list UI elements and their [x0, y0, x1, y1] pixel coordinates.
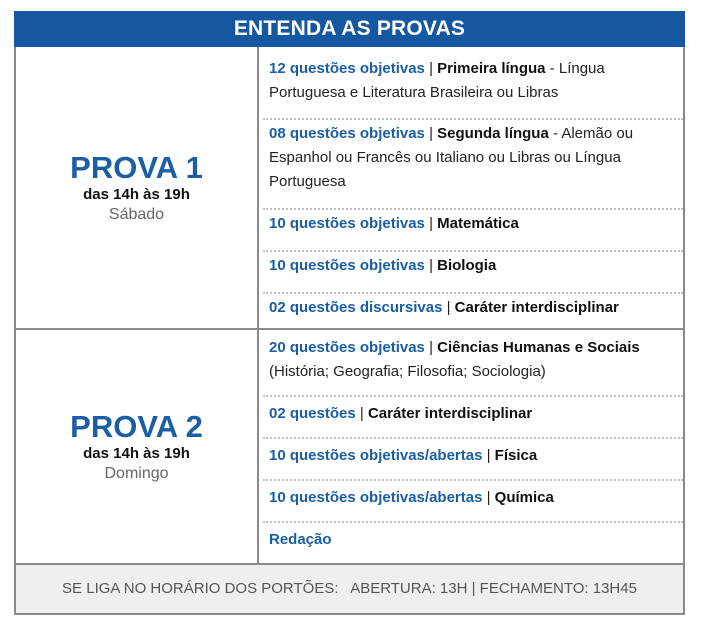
- item-subject: Primeira língua: [437, 60, 546, 77]
- exam-info-card: [14, 11, 685, 615]
- item-separator: |: [442, 299, 455, 316]
- list-item: [269, 212, 675, 236]
- list-item: [269, 402, 675, 426]
- prova-1-title: PROVA 1: [70, 149, 203, 185]
- prova-1-section: [16, 47, 683, 330]
- item-subject: Segunda língua: [437, 125, 549, 142]
- item-subject: Física: [494, 447, 538, 464]
- item-question-count: 02 questões: [269, 405, 356, 422]
- card-header: ENTENDA AS PROVAS: [14, 11, 685, 47]
- prova-1-time: das 14h às 19h: [83, 185, 190, 203]
- prova-2-title: PROVA 2: [70, 408, 203, 444]
- footer-label: SE LIGA NO HORÁRIO DOS PORTÕES:: [62, 580, 339, 597]
- item-question-count: 10 questões objetivas: [269, 215, 425, 232]
- prova-1-day: Sábado: [108, 205, 165, 223]
- prova-2-time: das 14h às 19h: [83, 444, 190, 462]
- prova-2-items: [259, 330, 683, 563]
- item-question-count: 12 questões objetivas: [269, 60, 425, 77]
- gate-times-footer: [14, 565, 685, 615]
- list-item: [269, 336, 675, 384]
- item-subject: Química: [494, 489, 554, 506]
- item-separator: |: [424, 125, 438, 142]
- divider: [263, 292, 683, 294]
- item-subject: Ciências Humanas e Sociais: [437, 339, 640, 356]
- item-subject: Caráter interdisciplinar: [454, 299, 619, 316]
- item-separator: |: [355, 405, 368, 422]
- prova-2-day: Domingo: [104, 464, 169, 482]
- item-question-count: 10 questões objetivas/abertas: [269, 489, 483, 506]
- item-separator: |: [424, 339, 438, 356]
- item-subject: Matemática: [437, 215, 519, 232]
- item-subject: Biologia: [437, 257, 497, 274]
- list-item: [269, 254, 675, 278]
- prova-2-info: [16, 330, 259, 563]
- divider: [263, 118, 683, 120]
- divider: [263, 437, 683, 439]
- item-separator: |: [424, 215, 438, 232]
- divider: [263, 479, 683, 481]
- list-item: [269, 444, 675, 468]
- divider: [263, 250, 683, 252]
- item-separator: |: [482, 447, 495, 464]
- prova-2-section: [16, 330, 683, 563]
- footer-times: ABERTURA: 13H | FECHAMENTO: 13H45: [350, 580, 637, 597]
- item-question-count: 10 questões objetivas: [269, 257, 425, 274]
- item-question-count: 20 questões objetivas: [269, 339, 425, 356]
- item-question-count: Redação: [269, 531, 332, 548]
- list-item: [269, 528, 675, 552]
- item-description: (História; Geografia; Filosofia; Sociologia): [269, 363, 546, 380]
- item-question-count: 02 questões discursivas: [269, 299, 443, 316]
- item-separator: |: [424, 257, 438, 274]
- item-subject: Caráter interdisciplinar: [367, 405, 533, 422]
- exam-table: [14, 47, 685, 565]
- prova-1-items: [259, 47, 683, 328]
- divider: [263, 395, 683, 397]
- divider: [263, 521, 683, 523]
- item-question-count: 08 questões objetivas: [269, 125, 425, 142]
- item-separator: |: [482, 489, 495, 506]
- list-item: [269, 57, 675, 105]
- prova-1-info: [16, 47, 259, 328]
- list-item: [269, 122, 675, 194]
- item-description: - Alemão ou Espanhol ou Francês ou Italiano ou Libras ou Língua Portuguesa: [269, 125, 634, 190]
- list-item: [269, 296, 675, 320]
- item-question-count: 10 questões objetivas/abertas: [269, 447, 483, 464]
- list-item: [269, 486, 675, 510]
- divider: [263, 208, 683, 210]
- item-separator: |: [424, 60, 438, 77]
- item-description: - Língua Portuguesa e Literatura Brasileira ou Libras: [269, 60, 605, 101]
